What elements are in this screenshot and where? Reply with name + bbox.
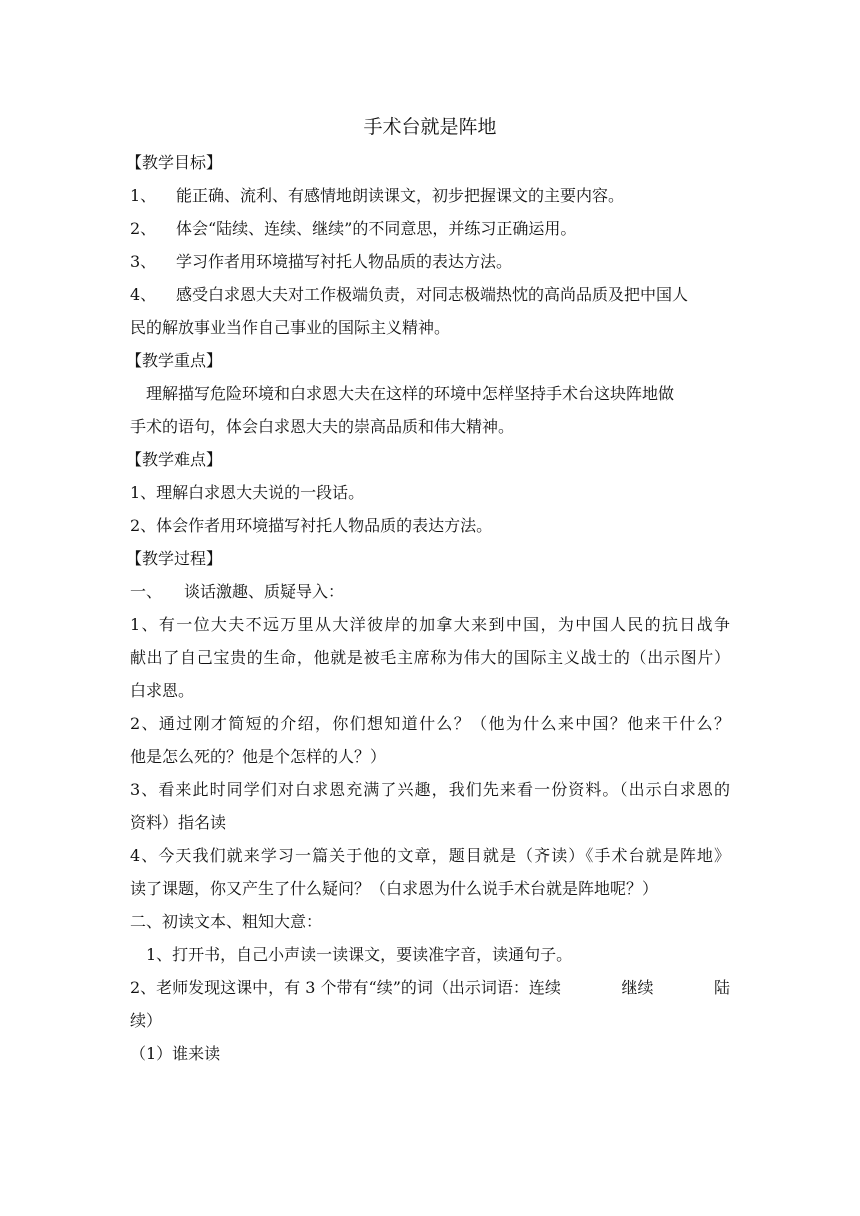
section-2-item-2-text: 2、老师发现这课中，有 3 个带有“续”的词（出示词语：连续 (130, 978, 561, 997)
goal-text: 感受白求恩大夫对工作极端负责，对同志极端热忱的高尚品质及把中国人 (176, 285, 689, 304)
goal-number: 1、 (130, 186, 157, 205)
process-p1-line-2: 献出了自己宝贵的生命，他就是被毛主席称为伟大的国际主义战士的（出示图片） (130, 648, 730, 667)
goal-number: 3、 (130, 252, 157, 271)
section-number: 一、 (130, 582, 163, 601)
goal-item-4-continued: 民的解放事业当作自己事业的国际主义精神。 (130, 318, 451, 337)
difficulty-item-1: 1、理解白求恩大夫说的一段话。 (130, 483, 365, 502)
goal-item-3 (130, 245, 730, 278)
section-2-item-2-continued: 续） (130, 1011, 163, 1030)
key-points-line-1: 理解描写危险环境和白求恩大夫在这样的环境中怎样坚持手术台这块阵地做 (146, 384, 675, 403)
process-p1-line-1: 1、有一位大夫不远万里从大洋彼岸的加拿大来到中国，为中国人民的抗日战争 (130, 615, 730, 634)
process-p4-line-1: 4、今天我们就来学习一篇关于他的文章，题目就是（齐读）《手术台就是阵地》 (130, 846, 730, 865)
goal-number: 4、 (130, 285, 157, 304)
process-p3-line-1: 3、看来此时同学们对白求恩充满了兴趣，我们先来看一份资料。（出示白求恩的 (130, 780, 730, 799)
difficulties-heading: 【教学难点】 (126, 450, 223, 469)
key-points-line-2: 手术的语句，体会白求恩大夫的崇高品质和伟大精神。 (130, 417, 515, 436)
goals-heading: 【教学目标】 (126, 153, 223, 172)
section-2-item-1: 1、打开书，自己小声读一读课文，要读准字音，读通句子。 (146, 945, 573, 964)
difficulty-item-2: 2、体会作者用环境描写衬托人物品质的表达方法。 (130, 516, 493, 535)
goal-text: 学习作者用环境描写衬托人物品质的表达方法。 (176, 252, 513, 271)
section-2-subitem-1: （1）谁来读 (130, 1044, 221, 1063)
goal-number: 2、 (130, 219, 157, 238)
key-points-heading: 【教学重点】 (126, 351, 223, 370)
goal-item-1 (130, 179, 730, 212)
process-p4-line-2: 读了课题，你又产生了什么疑问？（白求恩为什么说手术台就是阵地呢？） (130, 879, 659, 898)
process-p3-line-2: 资料）指名读 (130, 813, 227, 832)
process-section-1 (130, 575, 730, 608)
section-2-item-2 (130, 971, 730, 1004)
page-title: 手术台就是阵地 (363, 116, 497, 138)
goal-text: 能正确、流利、有感情地朗读课文，初步把握课文的主要内容。 (176, 186, 625, 205)
process-section-2: 二、初读文本、粗知大意： (130, 912, 323, 931)
process-p2-line-1: 2、通过刚才简短的介绍，你们想知道什么？（他为什么来中国？他来干什么？ (130, 714, 730, 733)
goal-text: 体会“陆续、连续、继续”的不同意思，并练习正确运用。 (176, 219, 577, 238)
section-title: 谈话激趣、质疑导入： (184, 582, 345, 601)
process-p2-line-2: 他是怎么死的？他是个怎样的人？） (130, 747, 387, 766)
goal-item-4 (130, 278, 730, 311)
process-heading: 【教学过程】 (126, 549, 223, 568)
goal-item-2 (130, 212, 730, 245)
process-p1-line-3: 白求恩。 (130, 681, 195, 700)
section-2-item-2-word: 继续 (621, 978, 654, 997)
section-2-item-2-word-start: 陆 (713, 978, 730, 997)
document-body (126, 146, 730, 1070)
